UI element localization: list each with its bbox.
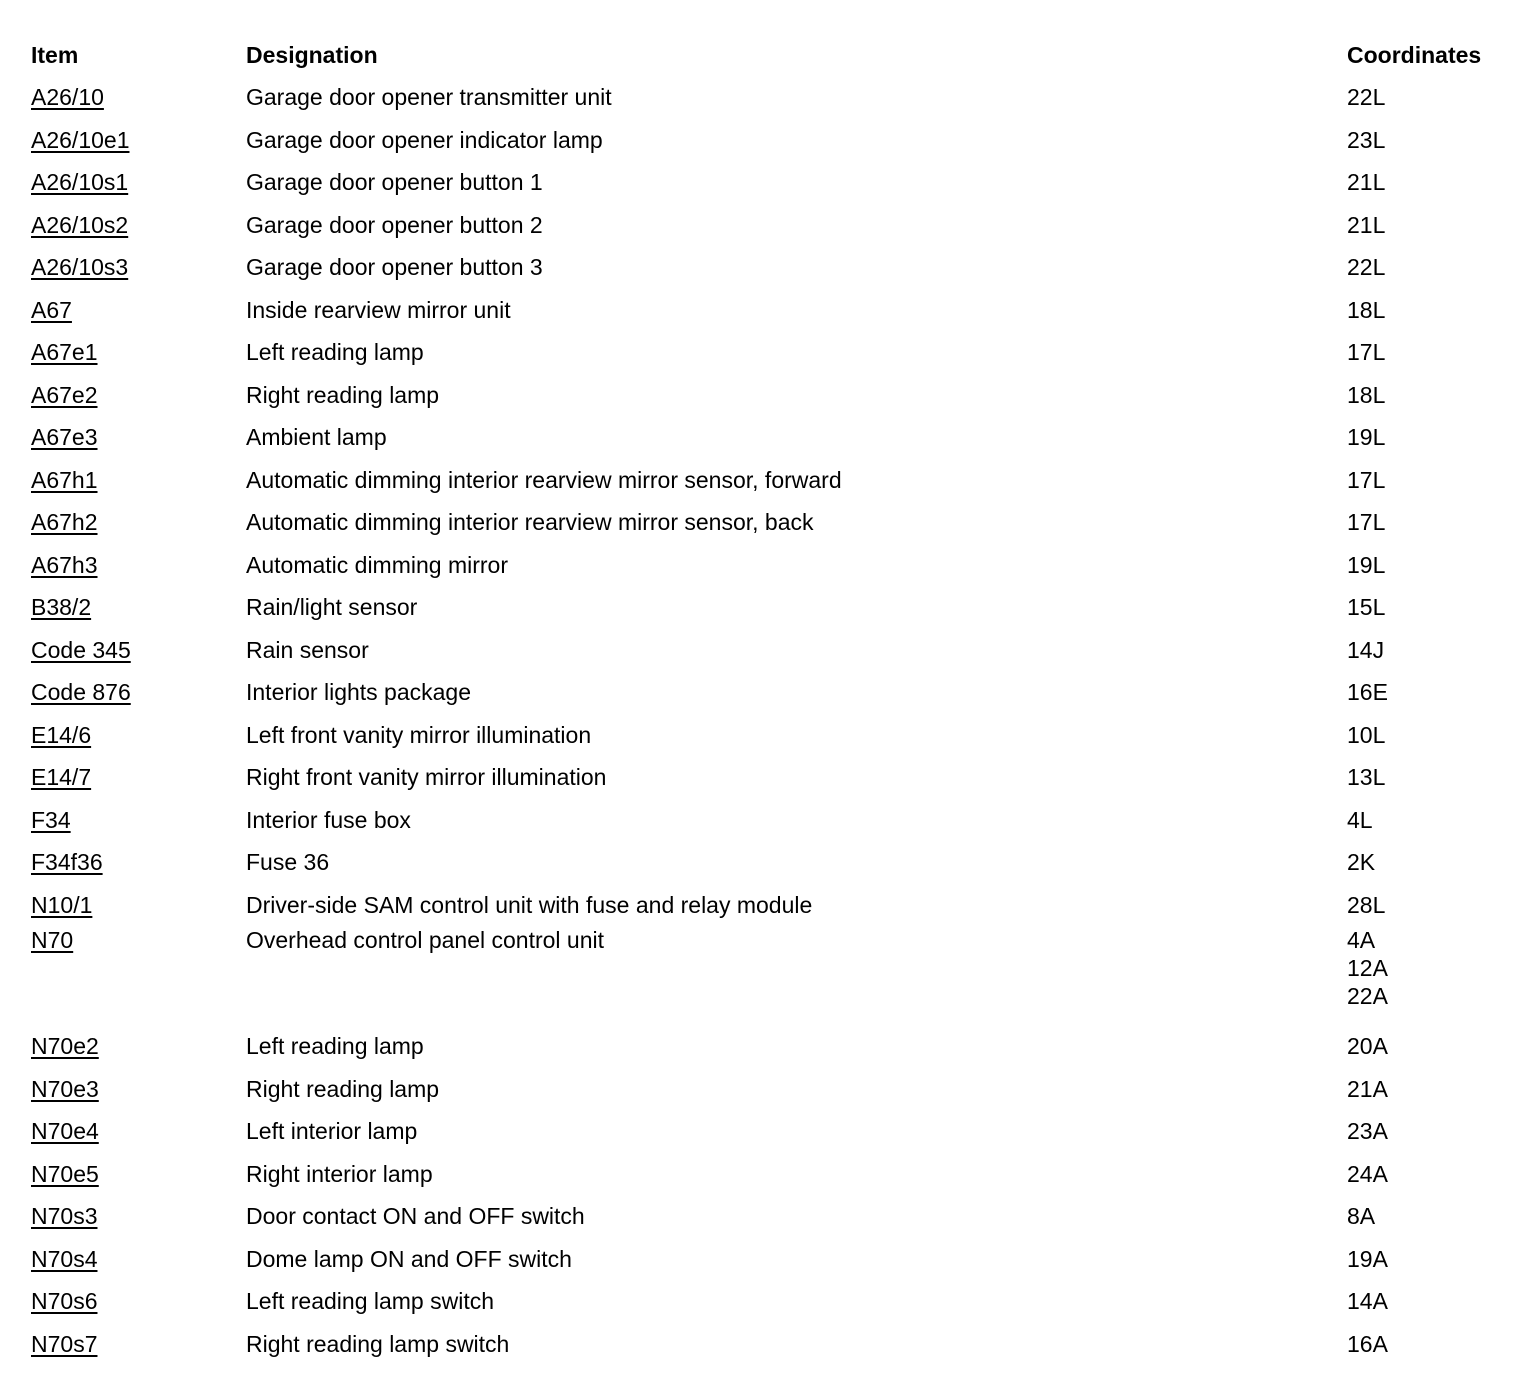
designation-cell: Right reading lamp: [246, 1075, 440, 1102]
coordinate-value: 21A: [1347, 1075, 1388, 1102]
item-cell: [31, 1238, 246, 1281]
coordinate-value: 24A: [1347, 1160, 1388, 1187]
table-row: [31, 1323, 1506, 1366]
coordinates-cell: [1347, 714, 1506, 757]
table-row: [31, 1280, 1506, 1323]
designation-cell: Driver-side SAM control unit with fuse and relay module: [246, 891, 813, 918]
item-cell: [31, 1025, 246, 1068]
coordinates-cell: [1347, 374, 1506, 417]
coordinate-value: 19A: [1347, 1245, 1388, 1272]
coordinate-value: 28L: [1347, 891, 1386, 918]
designation-cell: Automatic dimming interior rearview mirror sensor, forward: [246, 466, 842, 493]
item-cell: [31, 544, 246, 587]
coordinates-cell: [1347, 459, 1506, 502]
item-link[interactable]: N70s3: [31, 1203, 98, 1230]
item-link[interactable]: E14/7: [31, 764, 92, 791]
item-cell: [31, 1195, 246, 1238]
item-link[interactable]: E14/6: [31, 721, 92, 748]
designation-cell: Right reading lamp: [246, 381, 440, 408]
component-legend-table: [31, 34, 1506, 1365]
coordinates-cell: [1347, 926, 1506, 1025]
table-row: [31, 1110, 1506, 1153]
coordinates-cell: [1347, 331, 1506, 374]
designation-cell: Inside rearview mirror unit: [246, 296, 511, 323]
item-link[interactable]: N70s4: [31, 1245, 98, 1272]
table-row: [31, 374, 1506, 417]
table-row: [31, 1068, 1506, 1111]
item-link[interactable]: N10/1: [31, 891, 93, 918]
coordinates-cell: [1347, 1025, 1506, 1068]
coordinate-value: 4L: [1347, 806, 1373, 833]
coordinate-value: 23L: [1347, 126, 1386, 153]
item-link[interactable]: F34: [31, 806, 71, 833]
designation-cell: Left interior lamp: [246, 1118, 418, 1145]
table-row: [31, 629, 1506, 672]
designation-cell: Rain sensor: [246, 636, 369, 663]
coordinate-value: 10L: [1347, 721, 1386, 748]
table-row: [31, 76, 1506, 119]
coordinate-value: 16A: [1347, 1330, 1388, 1357]
coordinates-cell: [1347, 1068, 1506, 1111]
table-row: [31, 289, 1506, 332]
designation-cell: Right interior lamp: [246, 1160, 433, 1187]
item-link[interactable]: B38/2: [31, 594, 92, 621]
designation-cell: Overhead control panel control unit: [246, 927, 604, 953]
item-link[interactable]: N70s6: [31, 1288, 98, 1315]
coordinates-cell: [1347, 1238, 1506, 1281]
table-row: [31, 671, 1506, 714]
table-row: [31, 586, 1506, 629]
item-link[interactable]: Code 876: [31, 679, 131, 706]
item-cell: [31, 841, 246, 884]
coordinates-cell: [1347, 1323, 1506, 1366]
coordinates-cell: [1347, 289, 1506, 332]
table-row: [31, 926, 1506, 1025]
table-row: [31, 161, 1506, 204]
coordinate-value: 14J: [1347, 636, 1385, 663]
coordinates-cell: [1347, 671, 1506, 714]
table-row: [31, 119, 1506, 162]
coordinate-value: 2K: [1347, 849, 1376, 876]
item-cell: [31, 374, 246, 417]
coordinate-value: 13L: [1347, 764, 1386, 791]
item-cell: [31, 204, 246, 247]
table-row: [31, 1153, 1506, 1196]
item-cell: [31, 459, 246, 502]
designation-cell: Right front vanity mirror illumination: [246, 764, 607, 791]
coordinates-cell: [1347, 161, 1506, 204]
item-link[interactable]: N70e3: [31, 1075, 99, 1102]
coordinate-value: 17L: [1347, 509, 1386, 536]
designation-cell: Rain/light sensor: [246, 594, 418, 621]
item-cell: [31, 289, 246, 332]
item-cell: [31, 629, 246, 672]
coordinates-cell: [1347, 629, 1506, 672]
table-row: [31, 331, 1506, 374]
header-item: Item: [31, 41, 79, 68]
designation-cell: Fuse 36: [246, 849, 330, 876]
coordinates-cell: [1347, 586, 1506, 629]
coordinate-value: 15L: [1347, 594, 1386, 621]
item-link[interactable]: A26/10: [31, 84, 104, 111]
coordinates-cell: [1347, 884, 1506, 927]
designation-cell: Garage door opener indicator lamp: [246, 126, 603, 153]
coordinate-value: 17L: [1347, 339, 1386, 366]
item-cell: [31, 1068, 246, 1111]
coordinate-value: 22L: [1347, 84, 1386, 111]
coordinate-value: 20A: [1347, 1033, 1388, 1060]
coordinate-value: 19L: [1347, 424, 1386, 451]
item-cell: [31, 926, 246, 1025]
table-body: [31, 76, 1506, 1365]
table-row: [31, 884, 1506, 927]
item-link[interactable]: A26/10e1: [31, 126, 130, 153]
table-row: [31, 756, 1506, 799]
item-cell: [31, 1110, 246, 1153]
designation-cell: Interior fuse box: [246, 806, 411, 833]
item-cell: [31, 331, 246, 374]
table-row: [31, 714, 1506, 757]
coordinate-value: 16E: [1347, 679, 1388, 706]
item-link[interactable]: N70: [31, 927, 74, 953]
table-header-row: [31, 34, 1506, 76]
item-link[interactable]: A26/10s2: [31, 211, 129, 238]
coordinate-value: 14A: [1347, 1288, 1388, 1315]
designation-cell: Left reading lamp: [246, 339, 424, 366]
designation-cell: Interior lights package: [246, 679, 472, 706]
coordinate-value: 17L: [1347, 466, 1386, 493]
designation-cell: Door contact ON and OFF switch: [246, 1203, 585, 1230]
header-coordinates: Coordinates: [1347, 41, 1482, 68]
designation-cell: Garage door opener transmitter unit: [246, 84, 612, 111]
coordinate-value: 18L: [1347, 296, 1386, 323]
table-row: [31, 416, 1506, 459]
designation-cell: Right reading lamp switch: [246, 1330, 510, 1357]
item-cell: [31, 714, 246, 757]
item-cell: [31, 671, 246, 714]
item-link[interactable]: A67: [31, 296, 72, 323]
item-link[interactable]: Code 345: [31, 636, 131, 663]
item-cell: [31, 799, 246, 842]
coordinates-cell: [1347, 204, 1506, 247]
designation-cell: Automatic dimming mirror: [246, 551, 508, 578]
item-link[interactable]: N70e5: [31, 1160, 99, 1187]
item-cell: [31, 1323, 246, 1366]
table-row: [31, 544, 1506, 587]
coordinates-cell: [1347, 416, 1506, 459]
coordinates-cell: [1347, 501, 1506, 544]
item-cell: [31, 416, 246, 459]
coordinate-value: 8A: [1347, 1203, 1376, 1230]
coordinate-value: 21L: [1347, 211, 1386, 238]
table-row: [31, 799, 1506, 842]
item-link[interactable]: A67e2: [31, 381, 98, 408]
item-link[interactable]: A67e3: [31, 424, 98, 451]
designation-cell: Garage door opener button 3: [246, 254, 543, 281]
designation-cell: Left front vanity mirror illumination: [246, 721, 592, 748]
item-cell: [31, 884, 246, 927]
item-link[interactable]: A67h3: [31, 551, 98, 578]
item-link[interactable]: N70s7: [31, 1330, 98, 1357]
item-link[interactable]: A26/10s3: [31, 254, 129, 281]
table-row: [31, 1195, 1506, 1238]
designation-cell: Left reading lamp switch: [246, 1288, 495, 1315]
coordinates-cell: [1347, 1280, 1506, 1323]
designation-cell: Automatic dimming interior rearview mirror sensor, back: [246, 509, 814, 536]
table-row: [31, 841, 1506, 884]
coordinate-value: 12A: [1347, 955, 1388, 981]
table-row: [31, 204, 1506, 247]
item-cell: [31, 501, 246, 544]
designation-cell: Garage door opener button 1: [246, 169, 543, 196]
item-link[interactable]: A67h2: [31, 509, 98, 536]
coordinate-value: 22L: [1347, 254, 1386, 281]
coordinate-value: 19L: [1347, 551, 1386, 578]
coordinates-cell: [1347, 841, 1506, 884]
table-row: [31, 501, 1506, 544]
table-row: [31, 1025, 1506, 1068]
item-cell: [31, 1280, 246, 1323]
item-link[interactable]: A26/10s1: [31, 169, 129, 196]
coordinates-cell: [1347, 799, 1506, 842]
item-link[interactable]: N70e4: [31, 1118, 99, 1145]
designation-cell: Left reading lamp: [246, 1033, 424, 1060]
item-link[interactable]: F34f36: [31, 849, 103, 876]
coordinates-cell: [1347, 1195, 1506, 1238]
coordinates-cell: [1347, 544, 1506, 587]
coordinates-cell: [1347, 1153, 1506, 1196]
coordinate-value: 18L: [1347, 381, 1386, 408]
table-row: [31, 246, 1506, 289]
coordinates-cell: [1347, 246, 1506, 289]
table-row: [31, 459, 1506, 502]
item-cell: [31, 161, 246, 204]
designation-cell: Garage door opener button 2: [246, 211, 543, 238]
coordinates-cell: [1347, 76, 1506, 119]
coordinates-cell: [1347, 1110, 1506, 1153]
header-designation: Designation: [246, 41, 378, 68]
designation-cell: Dome lamp ON and OFF switch: [246, 1245, 572, 1272]
coordinate-value: 21L: [1347, 169, 1386, 196]
designation-cell: Ambient lamp: [246, 424, 387, 451]
item-cell: [31, 756, 246, 799]
item-cell: [31, 246, 246, 289]
item-cell: [31, 119, 246, 162]
item-link[interactable]: A67h1: [31, 466, 98, 493]
item-cell: [31, 76, 246, 119]
item-cell: [31, 586, 246, 629]
coordinates-cell: [1347, 119, 1506, 162]
coordinate-value: 23A: [1347, 1118, 1388, 1145]
table-row: [31, 1238, 1506, 1281]
coordinates-cell: [1347, 756, 1506, 799]
coordinate-value: 4A: [1347, 927, 1376, 953]
item-cell: [31, 1153, 246, 1196]
item-link[interactable]: N70e2: [31, 1033, 99, 1060]
coordinate-value: 22A: [1347, 983, 1388, 1009]
item-link[interactable]: A67e1: [31, 339, 98, 366]
